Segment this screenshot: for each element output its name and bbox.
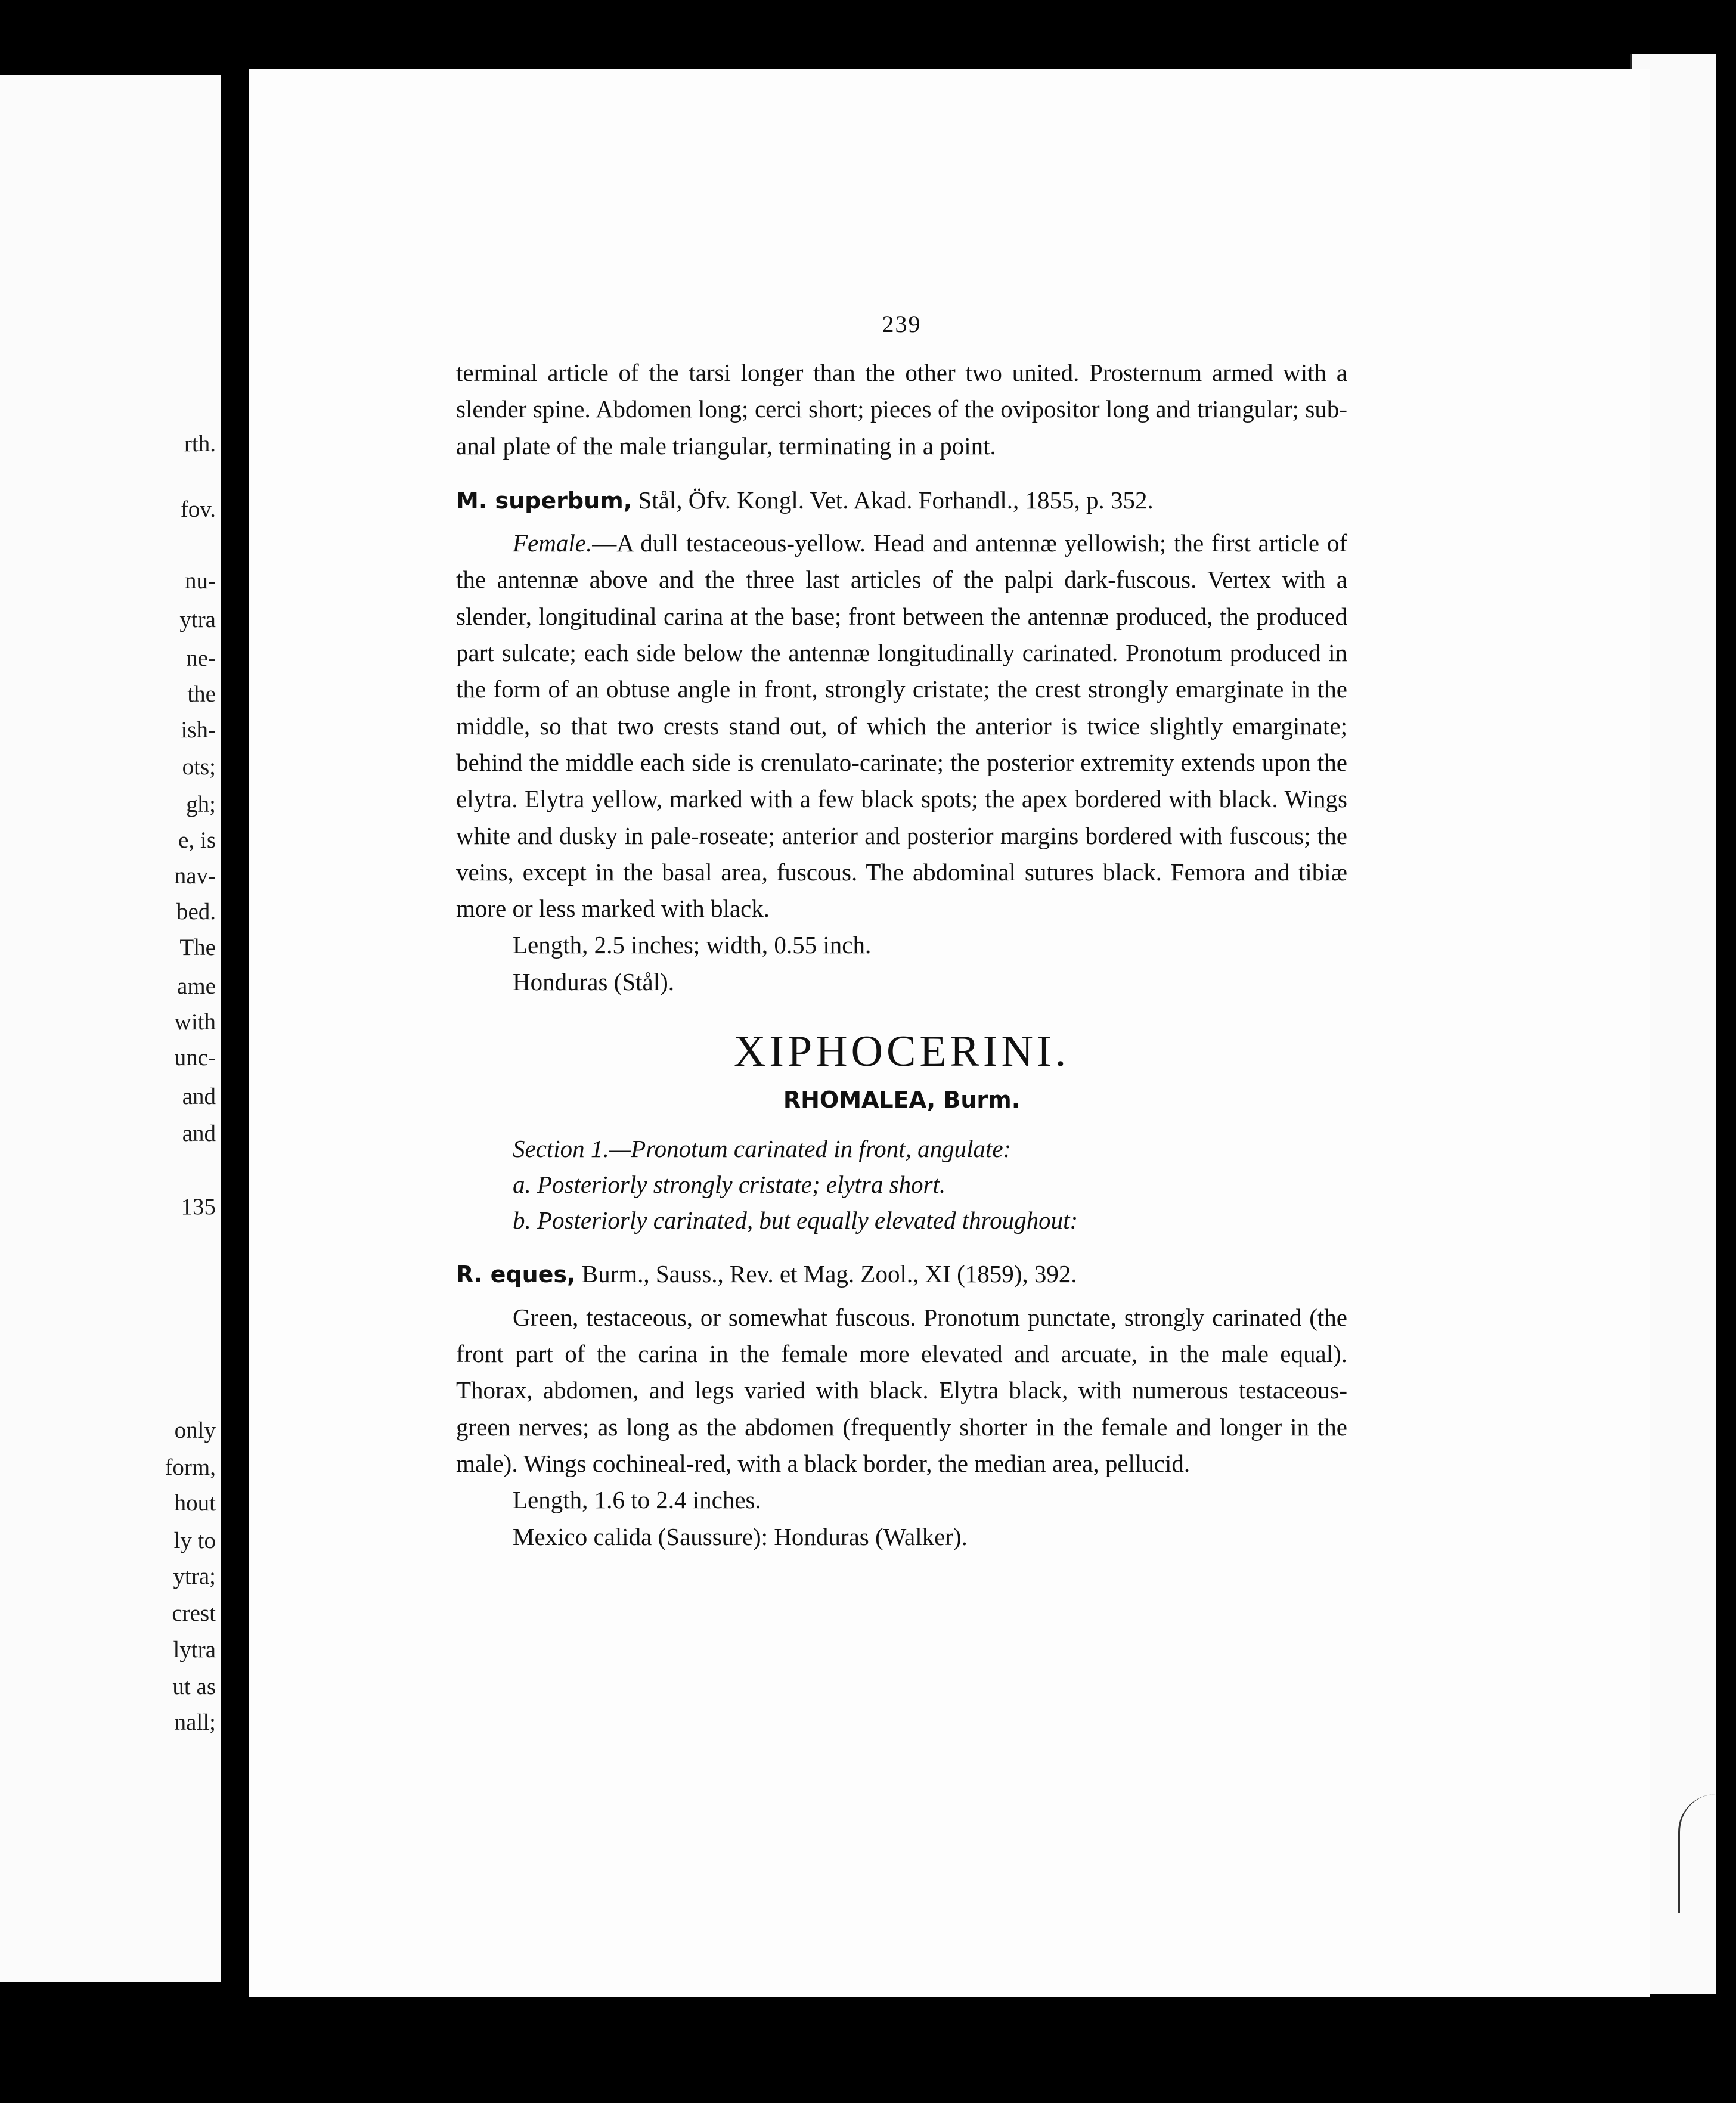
species-citation: Stål, Öfv. Kongl. Vet. Akad. Forhandl., 1855, p. 352. — [632, 486, 1154, 514]
species-entry-superbum — [456, 482, 1347, 519]
facing-page-text-fragment: hout — [174, 1490, 216, 1516]
section-text: 1.—Pronotum carinated in front, angulate: — [584, 1135, 1012, 1163]
facing-page-text-fragment: crest — [172, 1600, 216, 1626]
facing-page-text-fragment: nall; — [174, 1710, 216, 1735]
species-name: M. superbum, — [456, 487, 633, 514]
facing-page-text-fragment: bed. — [176, 899, 216, 925]
species-length: Length, 1.6 to 2.4 inches. — [513, 1486, 761, 1514]
page-curl — [1678, 1794, 1716, 1913]
facing-page-text-fragment: ytra — [179, 607, 216, 632]
tribe-heading: XIPHOCERINI. — [733, 1027, 1070, 1077]
genus-heading: RHOMALEA, Burm. — [783, 1087, 1021, 1113]
facing-page-text-fragment: the — [187, 681, 216, 707]
sex-label: Female. — [513, 529, 593, 557]
facing-page-text-fragment: ame — [177, 973, 216, 999]
facing-page-text-fragment: lytra — [173, 1637, 216, 1662]
species-locality: Mexico calida (Saussure): Honduras (Walker). — [513, 1522, 968, 1550]
facing-page-text-fragment: nav- — [174, 863, 216, 889]
facing-page-text-fragment: rth. — [184, 431, 216, 457]
facing-page-text-fragment: ots; — [182, 754, 216, 780]
facing-page-text-fragment: with — [174, 1009, 216, 1035]
species-length: Length, 2.5 inches; width, 0.55 inch. — [513, 931, 872, 959]
species-locality: Honduras (Stål). — [513, 967, 675, 995]
facing-page-text-fragment: gh; — [186, 792, 216, 817]
section-item-b: b. Posteriorly carinated, but equally elevated throughout: — [513, 1206, 1078, 1234]
facing-page-text-fragment: only — [174, 1417, 216, 1443]
facing-page-text-fragment: and — [182, 1121, 216, 1146]
facing-page-text-fragment: ne- — [186, 646, 216, 671]
section-label: Section — [513, 1135, 585, 1163]
section-key — [513, 1131, 1347, 1238]
book-gutter — [222, 72, 246, 1997]
facing-page-text-fragment: ly to — [173, 1528, 216, 1553]
facing-page-edge — [0, 75, 221, 1982]
section-line — [513, 1131, 1347, 1167]
facing-page-text-fragment: ytra; — [173, 1564, 216, 1589]
facing-page-text-fragment: form, — [165, 1454, 216, 1480]
page-number: 239 — [882, 311, 922, 337]
facing-page-text-fragment: 135 — [181, 1194, 216, 1220]
facing-page-text-fragment: nu- — [185, 568, 216, 594]
species-entry-eques — [456, 1256, 1347, 1293]
species-citation: Burm., Sauss., Rev. et Mag. Zool., XI (1859), 392. — [575, 1260, 1077, 1288]
facing-page-text-fragment: The — [179, 935, 216, 960]
facing-page-text-fragment: fov. — [180, 497, 216, 522]
intro-paragraph: terminal article of the tarsi longer than the other two united. Prosternum armed with a slender spine. Abdomen long; cerci short; pieces of the ovipositor long and triangular; sub-anal plate of the male triangular, terminating in a point. — [456, 359, 1347, 460]
facing-page-text-fragment: unc- — [174, 1045, 216, 1071]
section-item-a: a. Posteriorly strongly cristate; elytra short. — [513, 1171, 946, 1199]
facing-page-text-fragment: ish- — [181, 717, 216, 743]
species-name: R. eques, — [456, 1261, 576, 1288]
species-description: Green, testaceous, or somewhat fuscous. Pronotum punctate, strongly carinated (the front part of the carina in the female more elevated and arcuate, in the male equal). Thorax, abdomen, and legs varied with black. Elytra black, with numerous testaceous-green nerves; as long as the abdomen (frequently shorter in the female and longer in the male). Wings cochineal-red, with a black border, the median area, pellucid. — [456, 1303, 1347, 1477]
facing-page-text-fragment: and — [182, 1084, 216, 1109]
facing-page-text-fragment: ut as — [172, 1674, 216, 1699]
description-text: —A dull testaceous-yellow. Head and antennæ yellowish; the first article of the antennæ above and the three last articles of the palpi dark-fuscous. Vertex with a slender, longitudinal carina at the base; front between the antennæ produced, the produced part sulcate; each side below the antennæ longitudinally carinated. Pronotum produced in the form of an obtuse angle in front, strongly cristate; the crest strongly emarginate in the middle, so that two crests stand out, of which the anterior is twice slightly emarginate; behind the middle each side is crenulato-carinate; the posterior extremity extends upon the elytra. Elytra yellow, marked with a few black spots; the apex bordered with black. Wings white and dusky in pale-roseate; anterior and posterior margins bordered with fuscous; the veins, except in the basal area, fuscous. The abdominal sutures black. Femora and tibiæ more or less marked with black. — [456, 529, 1347, 923]
facing-page-text-fragment: e, is — [178, 827, 216, 853]
species-description — [456, 525, 1347, 927]
page-content — [456, 310, 1347, 1555]
